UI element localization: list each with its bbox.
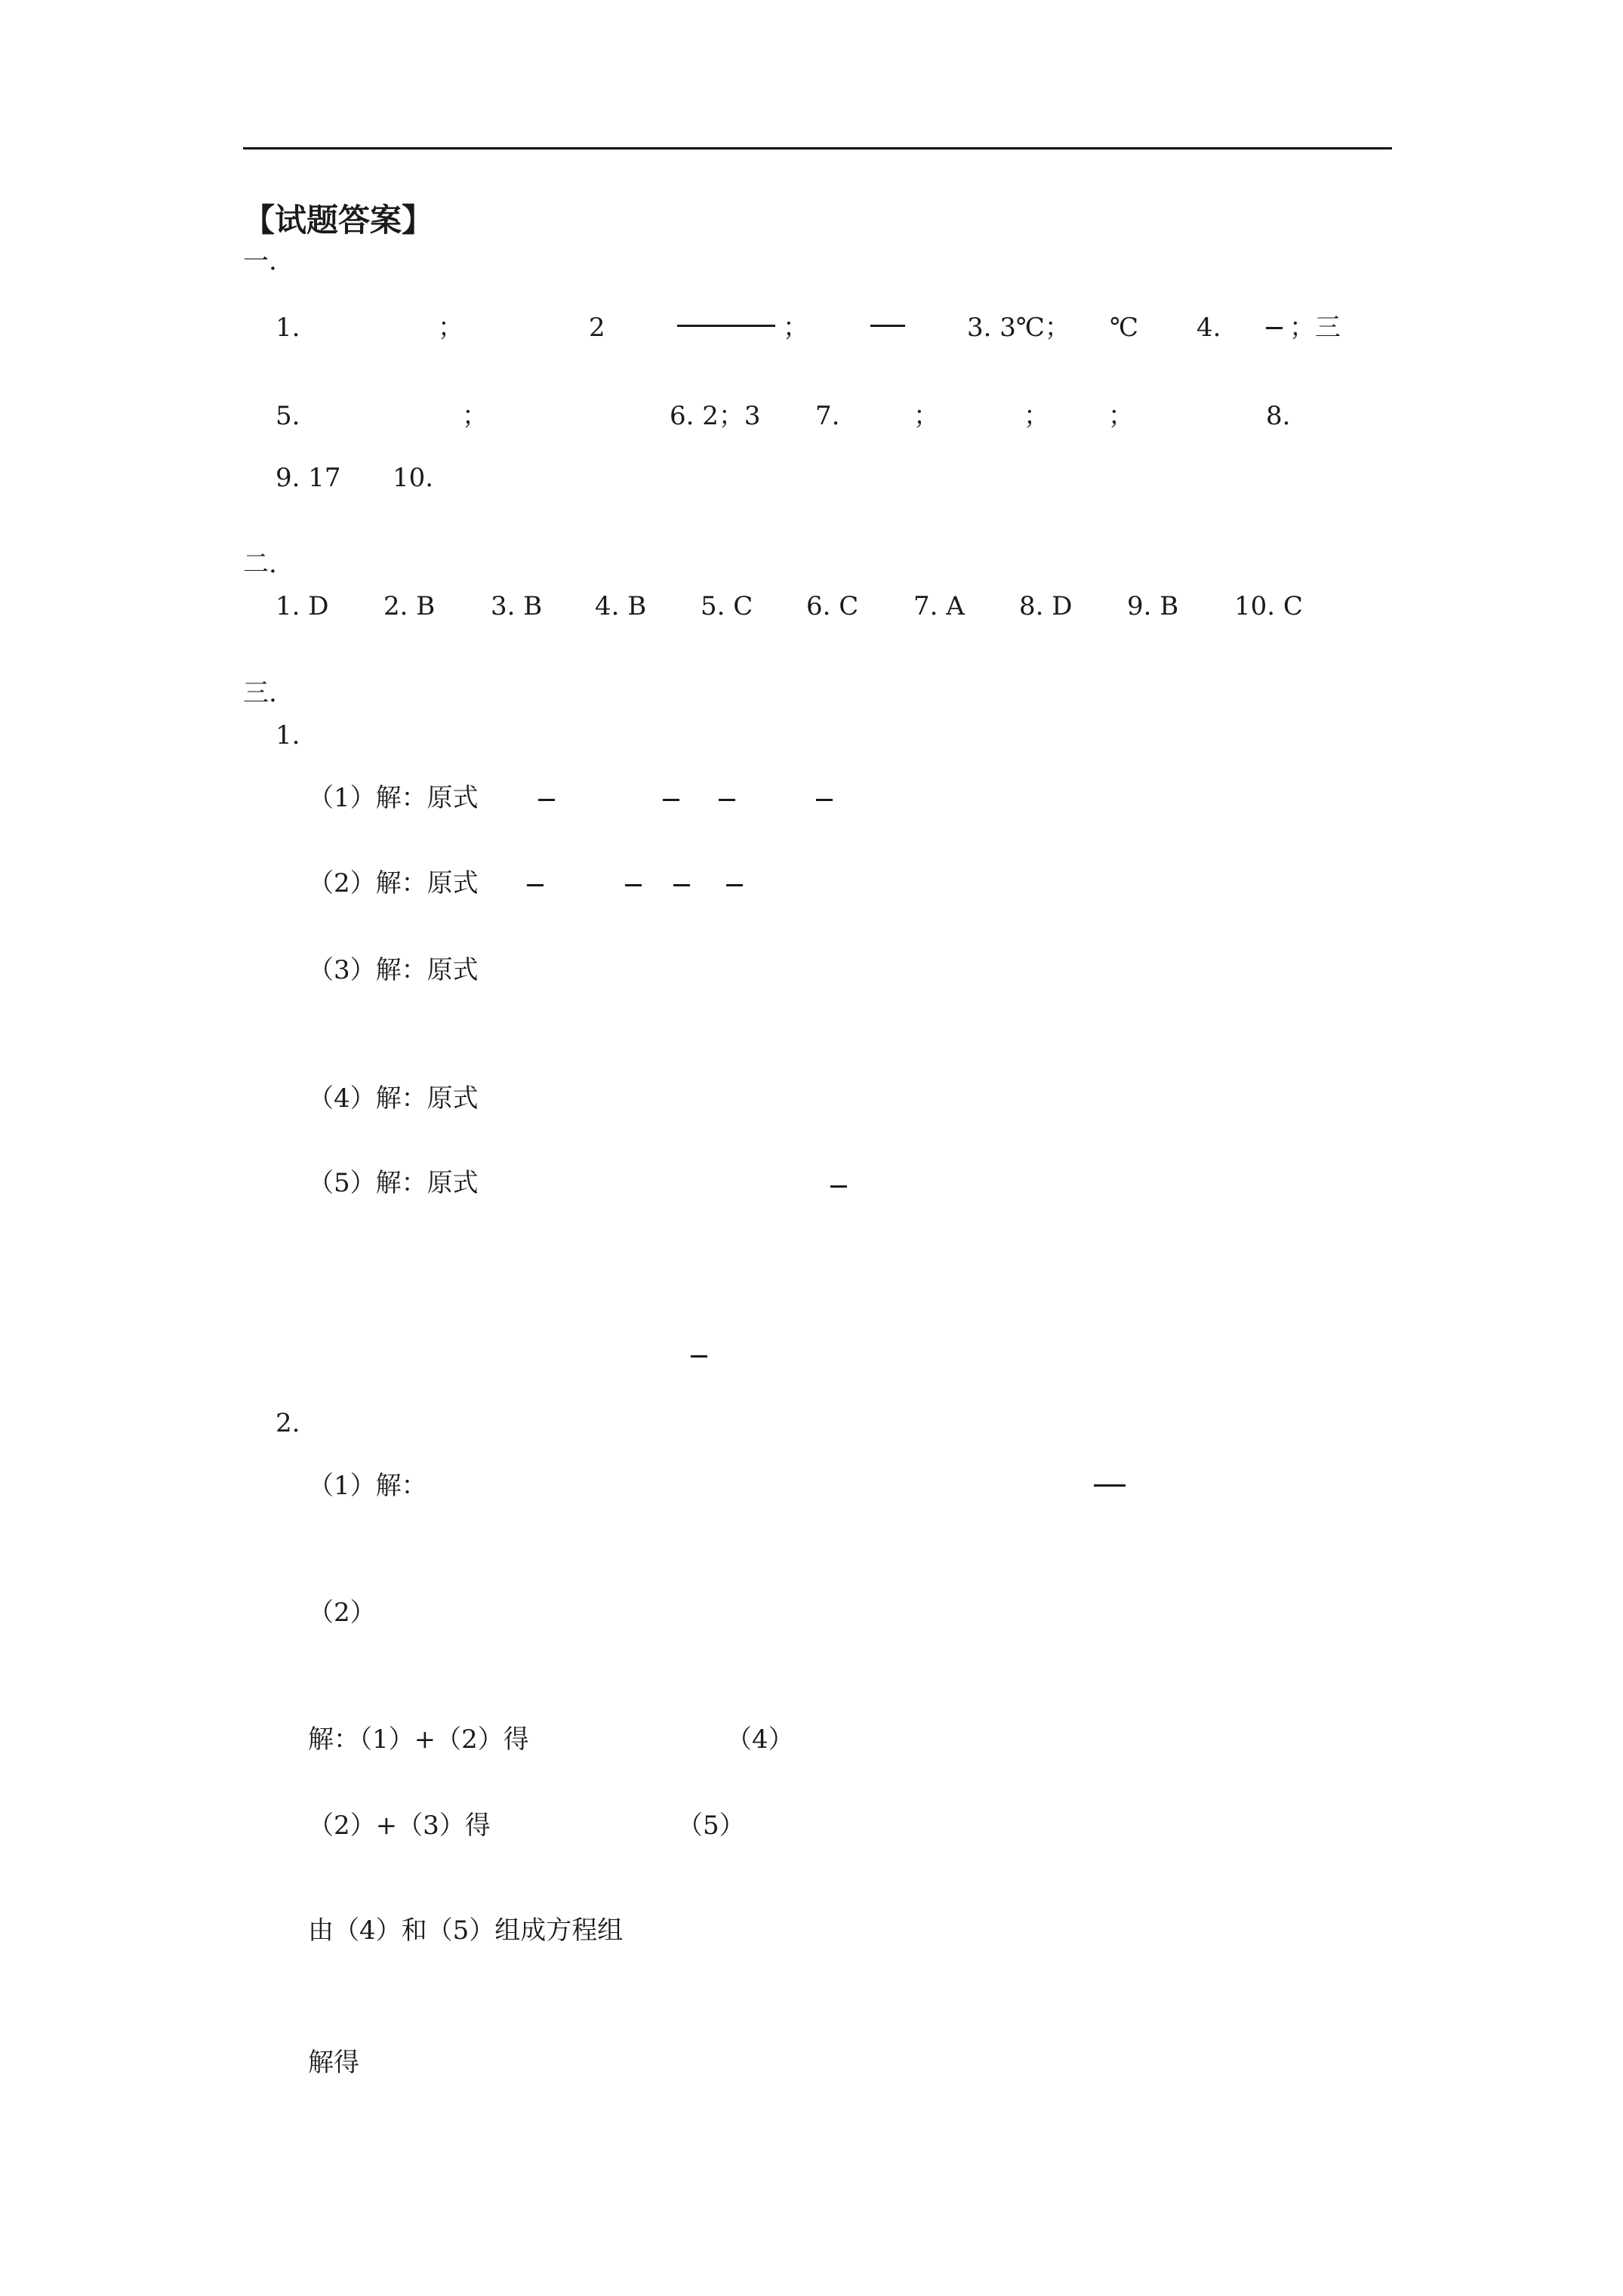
s2-answer: 7. A <box>913 591 965 621</box>
s1-item-8: 8. <box>1266 401 1291 431</box>
s1-item-7-separator: ； <box>1108 401 1134 431</box>
fraction-bar <box>538 799 555 801</box>
s2-answer: 5. C <box>701 591 753 621</box>
section-1-heading: 一. <box>243 246 277 276</box>
fraction-bar <box>691 1355 707 1358</box>
fraction-bar <box>663 799 679 801</box>
s2-answer: 3. B <box>491 591 543 621</box>
s2-answer: 2. B <box>383 591 436 621</box>
s3-q2-step: 解得 <box>308 2048 359 2078</box>
fraction-bar <box>1094 1484 1126 1487</box>
s3-q1-part: （5）解：原式 <box>308 1168 479 1198</box>
s1-item-7-separator: ； <box>913 401 939 431</box>
section-3-heading: 三. <box>243 678 277 708</box>
s1-item-5: 5. <box>276 401 300 431</box>
s2-answer: 1. D <box>276 591 329 621</box>
s1-item-2-separator: ； <box>783 313 808 343</box>
page-title: 【试题答案】 <box>243 202 434 239</box>
fraction-bar <box>726 884 743 886</box>
s2-answer: 10. C <box>1234 591 1303 621</box>
fraction-bar <box>1266 327 1283 329</box>
fraction-bar <box>527 884 544 886</box>
s1-item-5-separator: ； <box>462 401 488 431</box>
header-rule <box>243 147 1392 149</box>
s3-q2-step: （2）+（3）得 <box>308 1811 491 1841</box>
s1-item-4: 4. <box>1196 313 1221 343</box>
section-2-heading: 二. <box>243 549 277 579</box>
s3-question-1: 1. <box>276 720 300 750</box>
s1-item-7: 7. <box>815 401 840 431</box>
s1-item-2: 2 <box>589 313 605 343</box>
s1-item-3-unit: ℃ <box>1110 313 1139 343</box>
fraction-bar <box>870 325 905 327</box>
s3-q1-part: （3）解：原式 <box>308 955 479 985</box>
equation-tag: （5） <box>677 1811 745 1841</box>
s2-answer: 6. C <box>806 591 859 621</box>
s1-item-4-answer: ；三 <box>1289 313 1341 343</box>
s1-item-1: 1. <box>276 313 300 343</box>
s3-q1-part: （4）解：原式 <box>308 1083 479 1114</box>
s3-q2-step: 由（4）和（5）组成方程组 <box>308 1915 624 1946</box>
s3-q2-part-2: （2） <box>308 1598 376 1628</box>
equation-tag: （4） <box>726 1724 794 1755</box>
s1-item-7-separator: ； <box>1024 401 1049 431</box>
fraction-bar <box>677 325 775 327</box>
fraction-bar <box>625 884 642 886</box>
fraction-bar <box>719 799 735 801</box>
fraction-bar <box>816 799 833 801</box>
fraction-bar <box>830 1185 847 1188</box>
s2-answer: 4. B <box>595 591 647 621</box>
s1-item-9: 9. 17 <box>276 463 341 493</box>
s1-item-10: 10. <box>393 463 434 493</box>
s1-item-3: 3. 3℃； <box>967 313 1070 343</box>
fraction-bar <box>673 884 690 886</box>
s3-q2-step: 解：（1）+（2）得 <box>308 1724 529 1755</box>
s3-question-2: 2. <box>276 1408 300 1438</box>
s3-q1-part: （2）解：原式 <box>308 868 479 898</box>
s2-answer: 9. B <box>1127 591 1179 621</box>
s3-q1-part: （1）解：原式 <box>308 783 479 813</box>
s2-answer: 8. D <box>1019 591 1073 621</box>
s3-q2-part-1: （1）解： <box>308 1471 427 1501</box>
s1-item-1-separator: ； <box>438 313 463 343</box>
s1-item-6: 6. 2；3 <box>670 401 761 431</box>
